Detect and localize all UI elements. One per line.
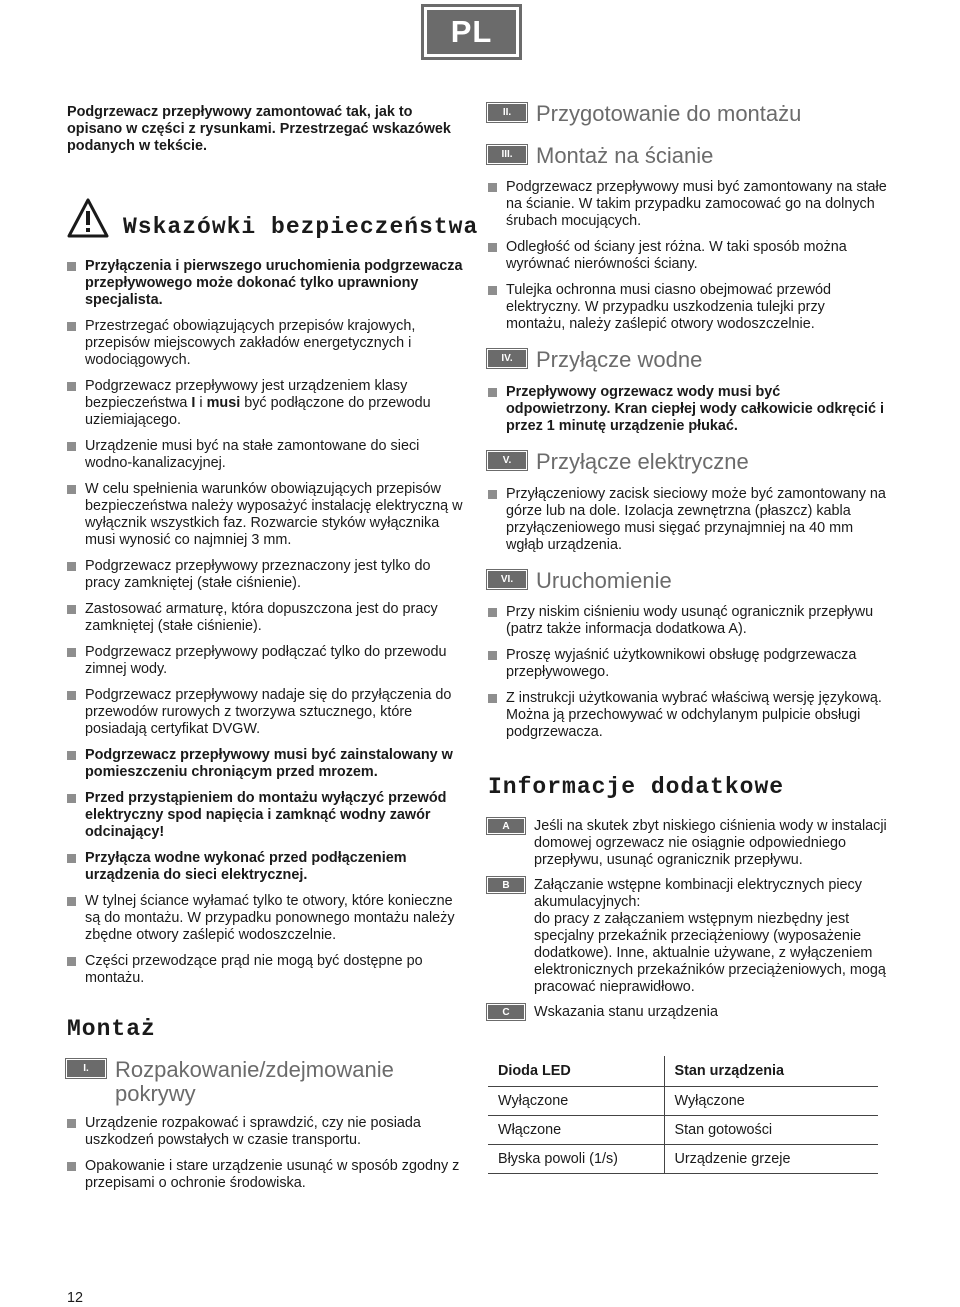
- language-badge: [421, 4, 522, 60]
- section-title: Przyłącze wodne: [536, 347, 703, 372]
- table-cell: Włączone: [488, 1115, 664, 1144]
- section-badge: VI.: [488, 571, 526, 588]
- section-title: Montaż na ścianie: [536, 143, 714, 168]
- safety-list: [67, 258, 467, 996]
- info-item-a: [488, 818, 888, 869]
- list-item: [67, 378, 467, 429]
- table-header: Stan urządzenia: [664, 1056, 878, 1086]
- info-text: do pracy z załączaniem wstępnym niezbędny jest specjalny przekaźnik przeciążeniowy (wyposażenie dodatkowe). Inne, aktualnie używane, z wyłączeniem elektronicznych przekaźników przeciążeniowych, mogą pracować nieprawidłowo.: [534, 911, 886, 995]
- montaz-title: Montaż: [67, 1016, 156, 1042]
- list-item: Proszę wyjaśnić użytkownikowi obsługę podgrzewacza przepływowego.: [488, 647, 888, 681]
- list-item: W celu spełnienia warunków obowiązujących przepisów bezpieczeństwa należy wyposażyć instalację elektryczną w wyłącznik wszystkich faz. Rozwarcie styków wyłącznika musi wynosić co najmniej 3 mm.: [67, 481, 467, 549]
- list-item: Z instrukcji użytkowania wybrać właściwą wersję językową. Można ją przechowywać w odchylanym pulpicie obsługi podgrzewacza.: [488, 690, 888, 741]
- list-item-bold: musi: [206, 395, 241, 411]
- info-badge: C: [488, 1005, 524, 1019]
- warning-triangle-icon: [67, 198, 109, 243]
- list-item: Podgrzewacz przepływowy musi być zainstalowany w pomieszczeniu chroniącym przed mrozem.: [67, 747, 467, 781]
- info-text: Wskazania stanu urządzenia: [534, 1004, 718, 1020]
- list-item: Podgrzewacz przepływowy nadaje się do przyłączenia do przewodów rurowych z tworzywa sztucznego, które posiadają certyfikat DVGW.: [67, 687, 467, 738]
- info-item-b: [488, 877, 888, 996]
- info-badge: A: [488, 819, 524, 833]
- list-item: Przyłącza wodne wykonać przed podłączeniem urządzenia do sieci elektrycznej.: [67, 850, 467, 884]
- info-text: Załączanie wstępne kombinacji elektrycznych piecy akumulacyjnych:: [534, 877, 862, 910]
- section-title: Przyłącze elektryczne: [536, 449, 749, 474]
- list-item: Urządzenie rozpakować i sprawdzić, czy nie posiada uszkodzeń powstałych w czasie transportu.: [67, 1115, 467, 1149]
- safety-header: [67, 198, 479, 248]
- list-item: Przy niskim ciśnieniu wody usunąć ogranicznik przepływu (patrz także informacja dodatkowa A).: [488, 604, 888, 638]
- list-item: Opakowanie i stare urządzenie usunąć w sposób zgodny z przepisami o ochronie środowiska.: [67, 1158, 467, 1192]
- section-badge: III.: [488, 146, 526, 163]
- section-badge: II.: [488, 104, 526, 121]
- list-item: Przepływowy ogrzewacz wody musi być odpowietrzony. Kran ciepłej wody całkowicie odkręcić i przez 1 minutę urządzenie płukać.: [488, 384, 888, 435]
- list-item: Odległość od ściany jest różna. W taki sposób można wyrównać nierówności ściany.: [488, 239, 888, 273]
- list-item: Przyłączeniowy zacisk sieciowy może być zamontowany na górze lub na dole. Izolacja zewnętrzna (płaszcz) kabla przyłączeniowego musi sięgać przynajmniej na 40 mm wgłąb urządzenia.: [488, 486, 888, 554]
- table-row: [488, 1086, 878, 1115]
- table-cell: Wyłączone: [664, 1086, 878, 1115]
- led-status-table: [488, 1056, 878, 1174]
- list-item-text: i: [195, 395, 207, 411]
- list-item: Części przewodzące prąd nie mogą być dostępne po montażu.: [67, 953, 467, 987]
- section-I-list: [67, 1115, 467, 1201]
- info-list: [488, 818, 888, 1029]
- section-II: [488, 102, 888, 126]
- section-badge: V.: [488, 452, 526, 469]
- section-title: Rozpakowanie/zdejmowanie pokrywy: [115, 1057, 394, 1106]
- section-V: [488, 450, 888, 474]
- left-column: [67, 104, 467, 155]
- info-item-c: [488, 1004, 888, 1021]
- page-number: 12: [67, 1290, 84, 1306]
- list-item: Przed przystąpieniem do montażu wyłączyć przewód elektryczny spod napięcia i zamknąć wodny zawór odcinający!: [67, 790, 467, 841]
- section-VI-list: [488, 604, 888, 750]
- section-title: Uruchomienie: [536, 568, 672, 593]
- table-cell: Stan gotowości: [664, 1115, 878, 1144]
- section-VI: [488, 569, 888, 593]
- table-cell: Błyska powoli (1/s): [488, 1144, 664, 1173]
- info-title: Informacje dodatkowe: [488, 774, 785, 800]
- list-item: Podgrzewacz przepływowy przeznaczony jest tylko do pracy zamkniętej (stałe ciśnienie).: [67, 558, 467, 592]
- intro-text: Podgrzewacz przepływowy zamontować tak, jak to opisano w części z rysunkami. Przestrzegać wskazówek podanych w tekście.: [67, 104, 451, 154]
- list-item: Podgrzewacz przepływowy podłączać tylko do przewodu zimnej wody.: [67, 644, 467, 678]
- language-badge-label: PL: [427, 10, 516, 54]
- list-item: Zastosować armaturę, która dopuszczona jest do pracy zamkniętej (stałe ciśnienie).: [67, 601, 467, 635]
- section-I: [67, 1058, 467, 1106]
- list-item: Przestrzegać obowiązujących przepisów krajowych, przepisów miejscowych zakładów energetycznych i wodociągowych.: [67, 318, 467, 369]
- list-item: Przyłączenia i pierwszego uruchomienia podgrzewacza przepływowego może dokonać tylko uprawniony specjalista.: [67, 258, 467, 309]
- section-badge: IV.: [488, 350, 526, 367]
- table-row: [488, 1144, 878, 1173]
- list-item: Urządzenie musi być na stałe zamontowane do sieci wodno-kanalizacyjnej.: [67, 438, 467, 472]
- list-item: W tylnej ściance wyłamać tylko te otwory, które konieczne są do montażu. W przypadku ponownego montażu należy zbędne otwory zaślepić wodoszczelnie.: [67, 893, 467, 944]
- section-IV-list: [488, 384, 888, 444]
- list-item: Podgrzewacz przepływowy musi być zamontowany na stałe na ścianie. W takim przypadku zamocować go na dolnych śrubach mocujących.: [488, 179, 888, 230]
- list-item-bold: I: [191, 395, 196, 411]
- table-header-row: [488, 1056, 878, 1086]
- table-row: [488, 1115, 878, 1144]
- info-text: Jeśli na skutek zbyt niskiego ciśnienia wody w instalacji domowej ogrzewacz nie osiągnie odpowiedniego przepływu, usunąć ogranicznik przepływu.: [534, 818, 887, 868]
- list-item-text: być podłączone do przewodu uziemiającego.: [85, 395, 431, 428]
- section-V-list: [488, 486, 888, 563]
- safety-title: Wskazówki bezpieczeństwa: [123, 214, 479, 240]
- table-cell: Wyłączone: [488, 1086, 664, 1115]
- list-item-text: Podgrzewacz przepływowy jest urządzeniem klasy bezpieczeństwa: [85, 378, 408, 411]
- section-III: [488, 144, 888, 168]
- list-item: Tulejka ochronna musi ciasno obejmować przewód elektryczny. W przypadku uszkodzenia tulejki przy montażu, należy zaślepić otwory wodoszczelnie.: [488, 282, 888, 333]
- section-badge: I.: [67, 1060, 105, 1077]
- section-title: Przygotowanie do montażu: [536, 101, 802, 126]
- table-header: Dioda LED: [488, 1056, 664, 1086]
- section-IV: [488, 348, 888, 372]
- info-badge: B: [488, 878, 524, 892]
- table-cell: Urządzenie grzeje: [664, 1144, 878, 1173]
- section-III-list: [488, 179, 888, 342]
